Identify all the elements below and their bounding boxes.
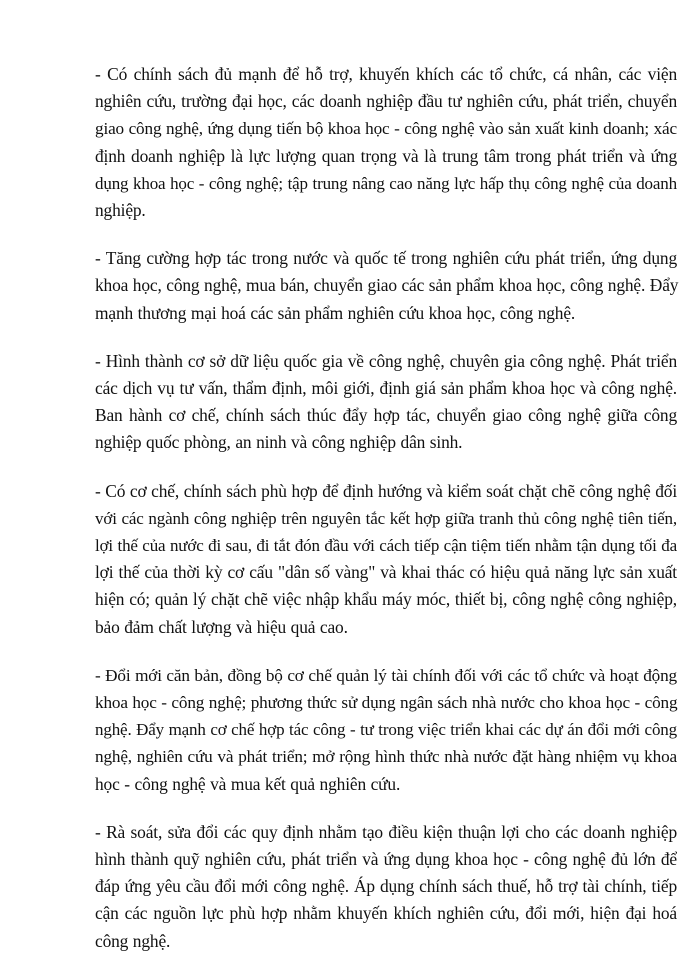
text-line: mạnh thương mại hoá các sản phẩm nghiên cứu khoa học, công nghệ. (95, 302, 576, 323)
policy-paragraph (95, 245, 677, 327)
document-page (95, 61, 677, 976)
text-line: - Tăng cường hợp tác trong nước và quốc tế trong nghiên cứu phát triển, ứng dụng (95, 248, 677, 269)
policy-paragraph (95, 662, 677, 798)
text-line: nghiệp quốc phòng, an ninh và công nghiệp dân sinh. (95, 432, 463, 453)
text-line: nghệ. Đẩy mạnh cơ chế hợp tác công - tư trong việc triển khai các dự án đổi mới công (95, 720, 677, 740)
text-line: - Đổi mới căn bản, đồng bộ cơ chế quản lý tài chính đối với các tổ chức và hoạt động (95, 665, 677, 685)
text-line: khoa học - công nghệ; phương thức sử dụng ngân sách nhà nước cho khoa học - công (95, 693, 678, 713)
text-line: nghiên cứu, trường đại học, các doanh nghiệp đầu tư nghiên cứu, phát triển, chuyển (95, 91, 677, 112)
text-line: cận các nguồn lực phù hợp nhằm khuyến khích nghiên cứu, đổi mới, hiện đại hoá (95, 903, 677, 924)
text-line: đáp ứng yêu cầu đổi mới công nghệ. Áp dụng chính sách thuế, hỗ trợ tài chính, tiếp (95, 876, 677, 897)
text-line: định doanh nghiệp là lực lượng quan trọng và là trung tâm trong phát triển và ứng (95, 145, 677, 166)
text-line: các dịch vụ tư vấn, thẩm định, môi giới, định giá sản phẩm khoa học và công nghệ. (95, 378, 677, 399)
text-line: - Có chính sách đủ mạnh để hỗ trợ, khuyến khích các tổ chức, cá nhân, các viện (95, 64, 677, 84)
text-line: dụng khoa học - công nghệ; tập trung nâng cao năng lực hấp thụ công nghệ của doanh (95, 173, 677, 193)
text-line: Ban hành cơ chế, chính sách thúc đẩy hợp tác, chuyển giao công nghệ giữa công (95, 405, 677, 426)
text-line: nghệ, nghiên cứu và phát triển; mở rộng hình thức nhà nước đặt hàng nhiệm vụ khoa (95, 747, 677, 767)
text-line: - Rà soát, sửa đổi các quy định nhằm tạo điều kiện thuận lợi cho các doanh nghiệp (95, 821, 677, 842)
text-line: với các ngành công nghiệp trên nguyên tắc kết hợp giữa tranh thủ công nghệ tiên tiến, (95, 508, 677, 528)
text-line: - Hình thành cơ sở dữ liệu quốc gia về công nghệ, chuyên gia công nghệ. Phát triển (95, 350, 677, 371)
text-line: nghiệp. (95, 200, 146, 221)
text-line: giao công nghệ, ứng dụng tiến bộ khoa học - công nghệ vào sản xuất kinh doanh; xác (95, 119, 677, 139)
text-line: hình thành quỹ nghiên cứu, phát triển và ứng dụng khoa học - công nghệ đủ lớn để (95, 849, 677, 870)
text-line: hiện có; quản lý chặt chẽ việc nhập khẩu máy móc, thiết bị, công nghệ công nghiệp, (95, 589, 677, 610)
text-line: học - công nghệ và mua kết quả nghiên cứu. (95, 773, 401, 794)
text-line: khoa học, công nghệ, mua bán, chuyển giao các sản phẩm khoa học, công nghệ. Đẩy (95, 275, 679, 296)
text-line: lợi thế của nước đi sau, đi tắt đón đầu với cách tiếp cận tiệm tiến nhằm tận dụng tối đa (95, 536, 677, 556)
policy-paragraph (95, 819, 677, 955)
text-line: công nghệ. (95, 930, 171, 951)
policy-paragraph (95, 61, 677, 224)
text-line: bảo đảm chất lượng và hiệu quả cao. (95, 616, 348, 637)
policy-paragraph (95, 478, 677, 641)
text-line: - Có cơ chế, chính sách phù hợp để định hướng và kiểm soát chặt chẽ công nghệ đối (95, 480, 677, 501)
policy-paragraph (95, 348, 677, 457)
text-line: lợi thế của thời kỳ cơ cấu "dân số vàng" và khai thác có hiệu quả năng lực sản xuất (95, 562, 677, 583)
